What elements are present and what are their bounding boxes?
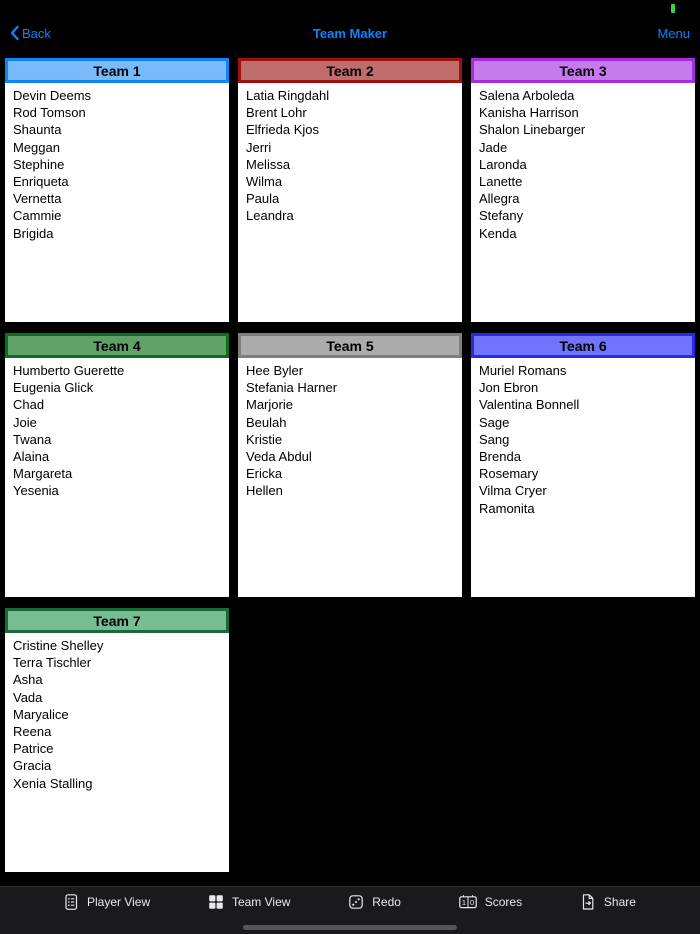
- toolbar-item-label: Team View: [231, 895, 291, 909]
- player-name: Muriel Romans: [479, 363, 567, 378]
- team-card: [5, 58, 229, 322]
- player-name: Alaina: [13, 449, 50, 465]
- scores-button[interactable]: [458, 893, 522, 911]
- player-name: Marjorie: [246, 397, 293, 413]
- player-name: Gracia: [13, 758, 52, 774]
- player-name: Stefania Harner: [246, 380, 338, 396]
- player-list: [238, 358, 462, 597]
- back-button[interactable]: [10, 26, 51, 41]
- player-name: Shalon Linebarger: [479, 122, 586, 138]
- player-name: Beulah: [246, 414, 287, 430]
- redo-dice-icon: [347, 893, 365, 911]
- player-name: Wilma: [246, 174, 283, 190]
- share-icon: [579, 893, 597, 911]
- player-name: Terra Tischler: [13, 655, 92, 671]
- player-list: [5, 83, 229, 322]
- team-header: [5, 333, 229, 358]
- team-title: Team 3: [559, 62, 607, 79]
- toolbar-item-label: Share: [603, 895, 636, 909]
- team-header: [238, 58, 462, 83]
- player-name: Salena Arboleda: [479, 88, 575, 103]
- player-name: Meggan: [13, 139, 60, 155]
- team-title: Team 7: [93, 612, 141, 629]
- player-name: Vilma Cryer: [479, 483, 547, 499]
- player-list: [5, 633, 229, 872]
- team-title: Team 1: [93, 62, 141, 79]
- player-name: Jerri: [246, 139, 272, 155]
- player-list: [471, 83, 695, 322]
- toolbar-item-label: Redo: [372, 895, 401, 909]
- player-name: Jade: [479, 139, 508, 155]
- team-title: Team 4: [93, 337, 141, 354]
- player-name: Sage: [479, 414, 510, 430]
- page-title: Team Maker: [312, 25, 388, 41]
- player-name: Vada: [13, 689, 43, 705]
- player-name: Yesenia: [13, 483, 59, 499]
- player-name: Shaunta: [13, 122, 62, 138]
- player-name: Kanisha Harrison: [479, 105, 579, 121]
- team-title: Team 2: [326, 62, 374, 79]
- player-name: Patrice: [13, 741, 54, 757]
- team-card: [471, 333, 695, 597]
- home-indicator[interactable]: [243, 925, 457, 930]
- player-name: Hellen: [246, 483, 283, 499]
- toolbar-item-label: Scores: [484, 895, 523, 909]
- chevron-left-icon: [10, 26, 19, 40]
- player-name: Stephine: [13, 156, 65, 172]
- player-name: Hee Byler: [246, 363, 304, 378]
- player-name: Elfrieda Kjos: [246, 122, 319, 138]
- team-header: [5, 58, 229, 83]
- player-name: Reena: [13, 724, 52, 740]
- player-name: Devin Deems: [13, 88, 92, 103]
- redo-button[interactable]: [347, 893, 401, 911]
- player-name: Brent Lohr: [246, 105, 307, 121]
- player-name: Leandra: [246, 208, 294, 224]
- team-header: [238, 333, 462, 358]
- player-name: Melissa: [246, 156, 291, 172]
- share-button[interactable]: [579, 893, 636, 911]
- player-name: Ramonita: [479, 500, 535, 516]
- team-header: [471, 58, 695, 83]
- player-name: Jon Ebron: [479, 380, 539, 396]
- team-card: [238, 333, 462, 597]
- player-name: Latia Ringdahl: [246, 88, 330, 103]
- player-name: Maryalice: [13, 706, 69, 722]
- player-name: Lanette: [479, 174, 523, 190]
- toolbar-items: [0, 887, 700, 911]
- team-view-button[interactable]: [207, 893, 290, 911]
- player-name: Rosemary: [479, 466, 539, 482]
- player-name: Stefany: [479, 208, 524, 224]
- player-name: Xenia Stalling: [13, 775, 93, 791]
- battery-icon: [671, 4, 675, 13]
- team-title: Team 5: [326, 337, 374, 354]
- player-name: Ericka: [246, 466, 283, 482]
- team-card: [5, 333, 229, 597]
- player-name: Paula: [246, 191, 280, 207]
- toolbar-item-label: Player View: [87, 895, 151, 909]
- menu-button[interactable]: Menu: [657, 25, 690, 41]
- player-name: Twana: [13, 431, 52, 447]
- player-name: Veda Abdul: [246, 449, 312, 465]
- player-name: Asha: [13, 672, 43, 688]
- team-header: [471, 333, 695, 358]
- svg-text:0: 0: [469, 898, 474, 907]
- team-grid: [5, 58, 695, 872]
- player-list: [238, 83, 462, 322]
- player-name: Rod Tomson: [13, 105, 86, 121]
- player-name: Joie: [13, 414, 37, 430]
- player-name: Kenda: [479, 225, 517, 241]
- player-name: Sang: [479, 431, 510, 447]
- nav-bar: [0, 14, 700, 52]
- team-title: Team 6: [559, 337, 607, 354]
- player-name: Enriqueta: [13, 174, 69, 190]
- team-card: [471, 58, 695, 322]
- player-name: Brenda: [479, 449, 521, 465]
- player-view-icon: [62, 893, 80, 911]
- player-name: Laronda: [479, 156, 527, 172]
- player-name: Chad: [13, 397, 45, 413]
- team-card: [238, 58, 462, 322]
- player-name: Cristine Shelley: [13, 638, 104, 653]
- team-card: [5, 608, 229, 872]
- team-view-icon: [207, 893, 225, 911]
- player-name: Margareta: [13, 466, 73, 482]
- bottom-toolbar: [0, 886, 700, 934]
- player-name: Kristie: [246, 431, 283, 447]
- team-header: [5, 608, 229, 633]
- player-list: [5, 358, 229, 597]
- back-label: Back: [22, 25, 51, 41]
- scores-icon: [458, 893, 478, 911]
- player-name: Humberto Guerette: [13, 363, 125, 378]
- player-name: Vernetta: [13, 191, 62, 207]
- player-view-button[interactable]: [62, 893, 150, 911]
- player-list: [471, 358, 695, 597]
- player-name: Allegra: [479, 191, 520, 207]
- player-name: Brigida: [13, 225, 54, 241]
- player-name: Cammie: [13, 208, 62, 224]
- player-name: Eugenia Glick: [13, 380, 94, 396]
- svg-text:1: 1: [461, 898, 466, 907]
- player-name: Valentina Bonnell: [479, 397, 580, 413]
